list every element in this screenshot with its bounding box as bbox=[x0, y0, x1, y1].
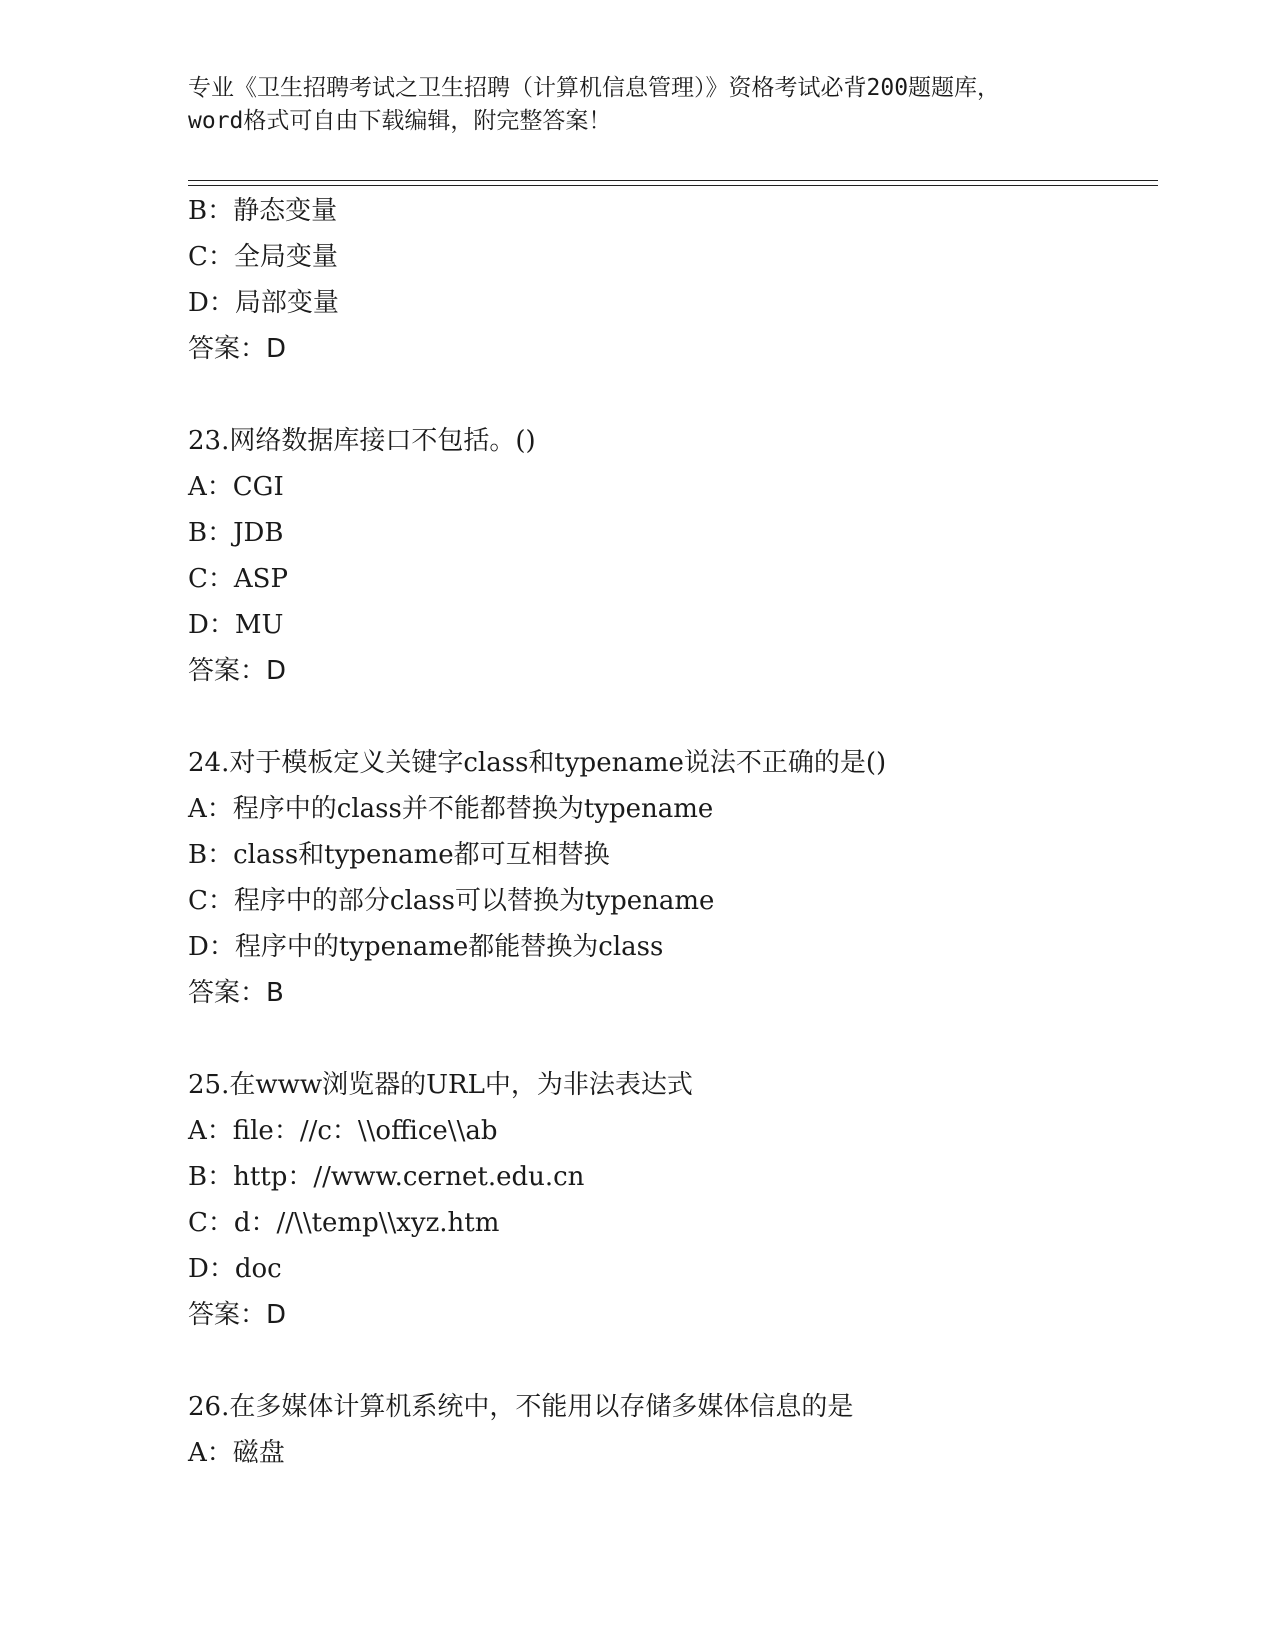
option-line: A：程序中的class并不能都替换为typename bbox=[188, 794, 714, 824]
spacer bbox=[188, 1016, 1158, 1062]
option-line: B：http：//www.cernet.edu.cn bbox=[188, 1162, 585, 1192]
question-continuation bbox=[188, 188, 1158, 372]
spacer bbox=[188, 694, 1158, 740]
question-25 bbox=[188, 1062, 1158, 1338]
option-line: D：局部变量 bbox=[188, 288, 339, 318]
header-rule-top bbox=[188, 180, 1158, 181]
option-line: C：d：//\\temp\\xyz.htm bbox=[188, 1208, 500, 1238]
option-line: A：CGI bbox=[188, 472, 284, 502]
answer-line: 答案：B bbox=[188, 978, 284, 1008]
question-stem: 26.在多媒体计算机系统中，不能用以存储多媒体信息的是 bbox=[188, 1392, 854, 1422]
header-line-1: 专业《卫生招聘考试之卫生招聘（计算机信息管理）》资格考试必背200题题库， bbox=[188, 75, 1001, 101]
question-stem: 25.在www浏览器的URL中，为非法表达式 bbox=[188, 1070, 693, 1100]
question-stem: 23.网络数据库接口不包括。() bbox=[188, 426, 536, 456]
question-stem: 24.对于模板定义关键字class和typename说法不正确的是() bbox=[188, 748, 887, 778]
header-rule-bottom bbox=[188, 185, 1158, 186]
answer-line: 答案：D bbox=[188, 1300, 287, 1330]
option-line: D：程序中的typename都能替换为class bbox=[188, 932, 664, 962]
option-line: C：ASP bbox=[188, 564, 288, 594]
header-line-2: word格式可自由下载编辑，附完整答案！ bbox=[188, 108, 612, 134]
option-line: D：MU bbox=[188, 610, 284, 640]
option-line: C：全局变量 bbox=[188, 242, 338, 272]
question-24 bbox=[188, 740, 1158, 1016]
question-23 bbox=[188, 418, 1158, 694]
answer-line: 答案：D bbox=[188, 656, 287, 686]
option-line: C：程序中的部分class可以替换为typename bbox=[188, 886, 715, 916]
answer-line: 答案：D bbox=[188, 334, 287, 364]
question-body bbox=[188, 188, 1158, 1476]
question-26 bbox=[188, 1384, 1158, 1476]
option-line: B：class和typename都可互相替换 bbox=[188, 840, 610, 870]
spacer bbox=[188, 1338, 1158, 1384]
spacer bbox=[188, 372, 1158, 418]
option-line: A：磁盘 bbox=[188, 1438, 285, 1468]
option-line: A：file：//c：\\office\\ab bbox=[188, 1116, 498, 1146]
document-header bbox=[188, 72, 1088, 138]
option-line: B：静态变量 bbox=[188, 196, 338, 226]
option-line: B：JDB bbox=[188, 518, 284, 548]
option-line: D：doc bbox=[188, 1254, 282, 1284]
